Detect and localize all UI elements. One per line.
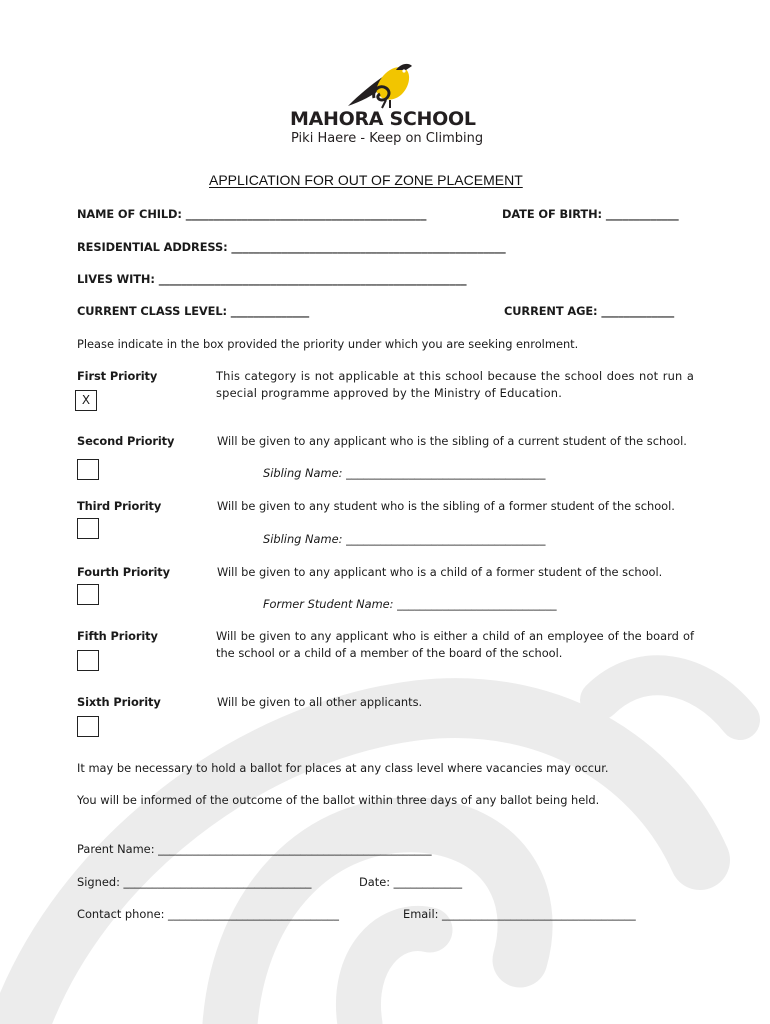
priority-label-third: Third Priority [77,499,162,513]
ballot-note: It may be necessary to hold a ballot for places at any class level where vacancies may occur. [77,761,609,775]
date-field[interactable]: Date: ____________ [359,875,463,889]
parent-name-field[interactable]: Parent Name: ________________________________________________ [77,842,432,856]
outcome-note: You will be informed of the outcome of the ballot within three days of any ballot being held. [77,793,600,807]
priority-checkbox-first[interactable]: X [75,390,97,411]
current-age-field[interactable]: CURRENT AGE: _____________ [504,304,675,318]
priority-checkbox-third[interactable] [77,518,99,539]
former-student-name-field[interactable]: Former Student Name: ____________________________ [263,597,557,611]
priority-checkbox-fourth[interactable] [77,584,99,605]
signed-field[interactable]: Signed: _________________________________ [77,875,312,889]
priority-checkbox-second[interactable] [77,459,99,480]
form-title: APPLICATION FOR OUT OF ZONE PLACEMENT [209,172,523,188]
priority-description-first: This category is not applicable at this school because the school does not run a special programme approved by the Ministry of Education. [216,369,694,400]
email-field[interactable]: Email: __________________________________ [403,907,636,921]
priority-description-fifth: Will be given to any applicant who is either a child of an employee of the board of the school or a child of a member of the board of the school. [216,629,694,660]
priority-checkbox-sixth[interactable] [77,716,99,737]
school-name: MAHORA SCHOOL [290,108,476,130]
mahora-bird-logo-icon [346,60,414,110]
name-of-child-field[interactable]: NAME OF CHILD: ___________________________________________ [77,207,427,221]
priority-label-sixth: Sixth Priority [77,695,161,709]
lives-with-field[interactable]: LIVES WITH: _______________________________________________________ [77,272,467,286]
instruction-text: Please indicate in the box provided the priority under which you are seeking enrolment. [77,337,579,351]
date-of-birth-field[interactable]: DATE OF BIRTH: _____________ [502,207,679,221]
priority-label-first: First Priority [77,369,158,383]
priority-description-second: Will be given to any applicant who is the sibling of a current student of the school. [217,434,687,448]
current-class-level-field[interactable]: CURRENT CLASS LEVEL: ______________ [77,304,310,318]
school-tagline: Piki Haere - Keep on Climbing [291,131,484,146]
priority-label-second: Second Priority [77,434,175,448]
priority-description-sixth: Will be given to all other applicants. [217,695,423,709]
sibling-name-field-third[interactable]: Sibling Name: ___________________________________ [263,532,546,546]
contact-phone-field[interactable]: Contact phone: ______________________________ [77,907,339,921]
residential-address-field[interactable]: RESIDENTIAL ADDRESS: _________________________________________________ [77,240,506,254]
priority-label-fifth: Fifth Priority [77,629,158,643]
priority-description-fourth: Will be given to any applicant who is a child of a former student of the school. [217,565,663,579]
priority-description-third: Will be given to any student who is the sibling of a former student of the school. [217,499,675,513]
priority-label-fourth: Fourth Priority [77,565,170,579]
priority-checkbox-fifth[interactable] [77,650,99,671]
sibling-name-field-second[interactable]: Sibling Name: ___________________________________ [263,466,546,480]
